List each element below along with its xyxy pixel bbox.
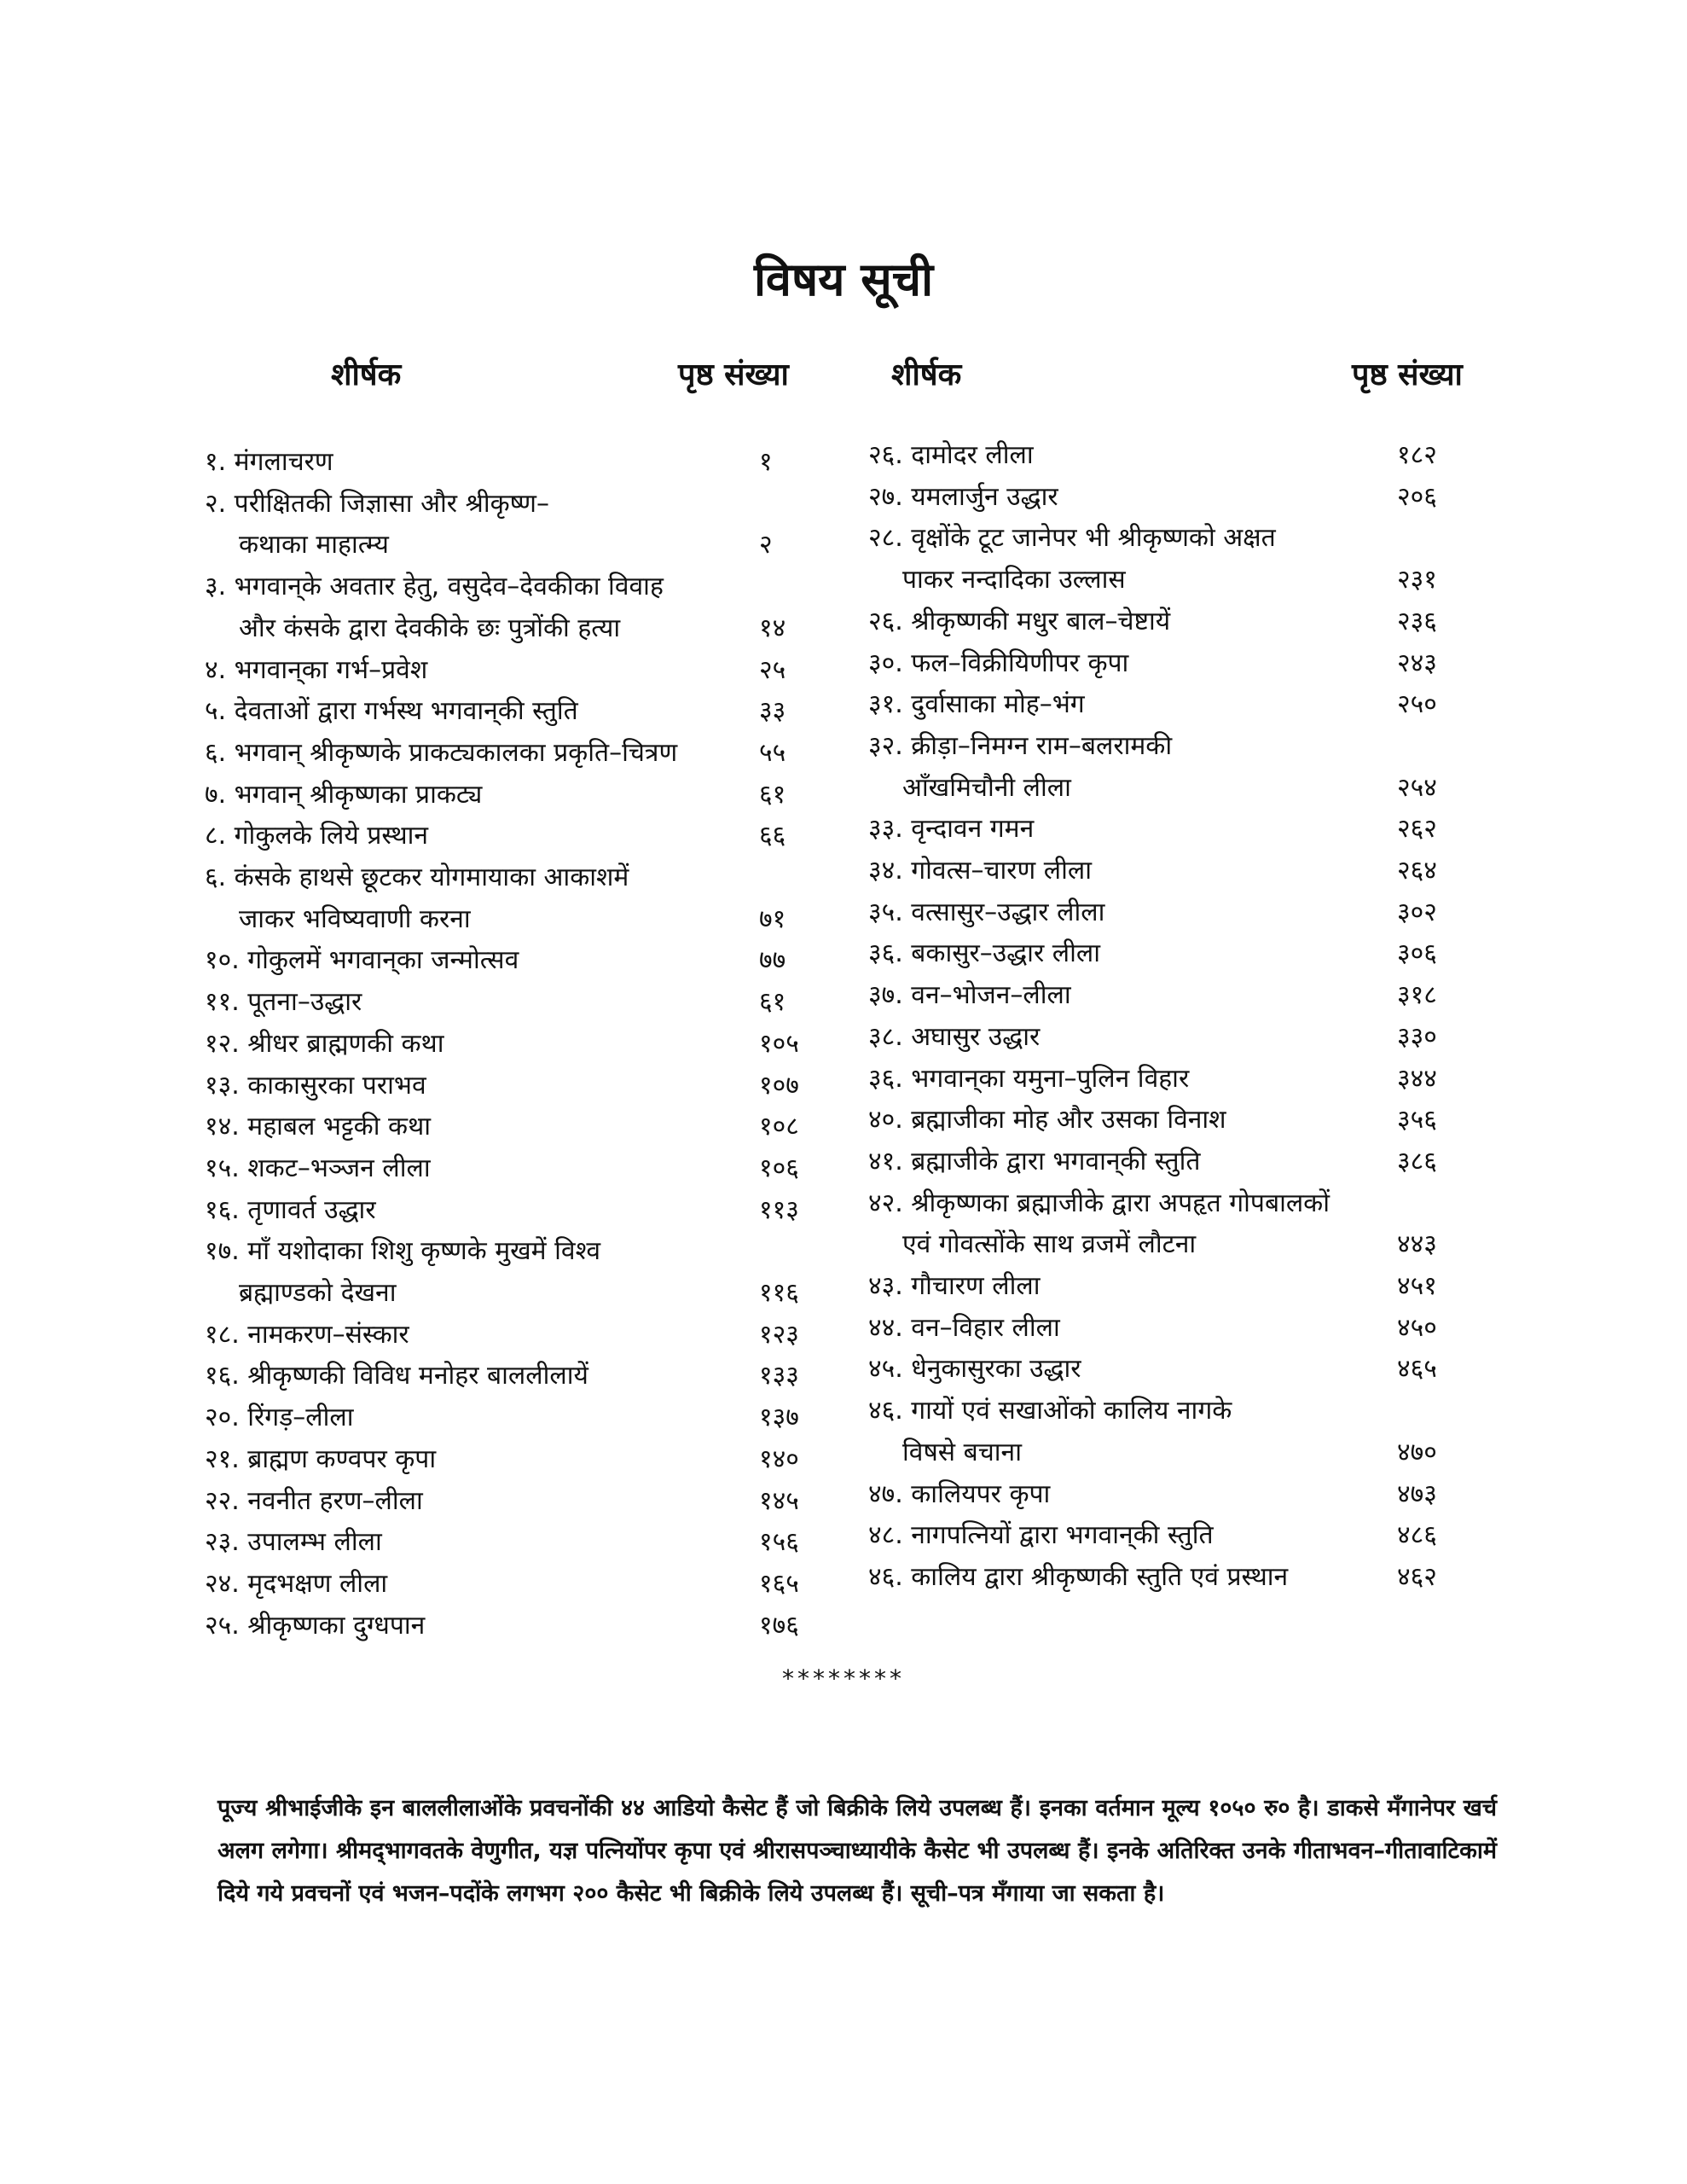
toc-entry-page-number: ११६ <box>759 1278 799 1309</box>
toc-entry-title-continued: और कंसके द्वारा देवकीके छः पुत्रोंकी हत्या <box>239 613 621 643</box>
toc-entry-title: २६. श्रीकृष्णकी मधुर बाल–चेष्टायें <box>868 606 1171 636</box>
toc-entry-title: ३०. फल–विक्रीयिणीपर कृपा <box>868 648 1129 678</box>
toc-entry <box>205 442 827 484</box>
toc-entry-title: १८. नामकरण–संस्कार <box>205 1319 409 1350</box>
toc-entry-page-number: ४६५ <box>1397 1354 1437 1385</box>
toc-entry-title-continued: जाकर भविष्यवाणी करना <box>239 903 471 934</box>
toc-entry <box>868 1474 1482 1516</box>
toc-entry-page-number: २५ <box>759 654 786 685</box>
toc-left-column <box>205 442 827 1647</box>
toc-entry <box>868 518 1482 601</box>
toc-entry-title: ५. देवताओं द्वारा गर्भस्थ भगवान्‌की स्तुति <box>205 696 578 727</box>
toc-entry-page-number: ७७ <box>759 945 786 976</box>
toc-entry-title: २२. नवनीत हरण–लीला <box>205 1485 423 1516</box>
toc-entry <box>868 1266 1482 1308</box>
toc-entry <box>868 1308 1482 1350</box>
toc-entry-title: ३३. वृन्दावन गमन <box>868 814 1035 845</box>
toc-entry-page-number: ११३ <box>759 1194 799 1225</box>
toc-entry-title: ३८. अघासुर उद्धार <box>868 1021 1041 1052</box>
toc-entry-title: १३. काकासुरका पराभव <box>205 1070 426 1101</box>
toc-entry-title: ४५. धेनुकासुरका उद्धार <box>868 1354 1081 1385</box>
toc-entry-page-number: ३०२ <box>1397 897 1437 927</box>
toc-entry <box>868 477 1482 519</box>
toc-entry-title: १७. माँ यशोदाका शिशु कृष्णके मुखमें विश्व <box>205 1236 601 1267</box>
toc-entry-page-number: ३१८ <box>1397 980 1437 1011</box>
toc-entry <box>868 1141 1482 1183</box>
toc-entry <box>205 775 827 816</box>
toc-entry-page-number: ४८६ <box>1397 1520 1437 1551</box>
toc-entry <box>868 601 1482 643</box>
toc-entry-page-number: ४४३ <box>1397 1229 1437 1260</box>
toc-entry <box>868 643 1482 685</box>
toc-entry-page-number: २ <box>759 530 773 561</box>
toc-entry-title: १६. तृणावर्त उद्धार <box>205 1194 376 1225</box>
toc-entry-title: ३६. भगवान्‌का यमुना–पुलिन विहार <box>868 1063 1190 1094</box>
toc-entry-page-number: १३३ <box>759 1361 799 1391</box>
toc-entry <box>205 1397 827 1439</box>
toc-entry <box>868 684 1482 726</box>
toc-entry-page-number: १८२ <box>1397 440 1437 470</box>
toc-entry-title: ३५. वत्सासुर–उद्धार लीला <box>868 897 1105 927</box>
toc-entry-title: ३१. दुर्वासाका मोह–भंग <box>868 689 1085 720</box>
toc-entry-page-number: ३४४ <box>1397 1063 1437 1094</box>
toc-entry-page-number: १०६ <box>759 1153 799 1183</box>
toc-entry-title: ८. गोकुलके लिये प्रस्थान <box>205 821 429 851</box>
left-column-title-header: शीर्षक <box>331 357 402 392</box>
toc-entry-title: २८. वृक्षोंके टूट जानेपर भी श्रीकृष्णको अक्षत <box>868 523 1276 554</box>
toc-entry <box>868 1059 1482 1101</box>
toc-entry-title: १४. महाबल भट्टकी कथा <box>205 1112 432 1142</box>
toc-entry-title: २६. दामोदर लीला <box>868 440 1034 470</box>
toc-entry-page-number: ६१ <box>759 779 786 810</box>
toc-entry-title-continued: एवं गोवत्सोंके साथ व्रजमें लौटना <box>902 1229 1197 1260</box>
toc-entry <box>205 1107 827 1148</box>
toc-entry <box>868 726 1482 809</box>
toc-entry <box>205 982 827 1024</box>
toc-entry-title: २७. यमलार्जुन उद्धार <box>868 481 1058 512</box>
toc-entry <box>205 857 827 940</box>
toc-entry-page-number: १४० <box>759 1443 799 1474</box>
toc-entry-page-number: १७६ <box>759 1610 799 1641</box>
toc-entry-title: १२. श्रीधर ब्राह्मणकी कथा <box>205 1028 444 1059</box>
toc-entry-title: २४. मृदभक्षण लीला <box>205 1568 388 1599</box>
toc-entry <box>868 892 1482 934</box>
page-title: विषय सूची <box>753 253 934 306</box>
toc-entry-title: ४२. श्रीकृष्णका ब्रह्माजीके द्वारा अपहृत गोपबालकों <box>868 1188 1330 1218</box>
toc-entry-title: ४. भगवान्‌का गर्भ–प्रवेश <box>205 654 428 685</box>
toc-entry-page-number: ३८६ <box>1397 1146 1437 1176</box>
toc-entry-page-number: २५४ <box>1397 772 1437 803</box>
toc-entry <box>205 1315 827 1356</box>
toc-entry-page-number: ६६ <box>759 821 786 851</box>
toc-entry-title-continued: पाकर नन्दादिका उल्लास <box>902 565 1126 595</box>
toc-entry-title-continued: आँखमिचौनी लीला <box>902 772 1071 803</box>
toc-entry-page-number: १०७ <box>759 1070 799 1101</box>
toc-entry-title-continued: विषसे बचाना <box>902 1437 1022 1467</box>
toc-entry-title: १. मंगलाचरण <box>205 447 333 477</box>
toc-entry <box>205 733 827 775</box>
toc-entry-title: २५. श्रीकृष्णका दुग्धपान <box>205 1610 426 1641</box>
toc-entry-title: ७. भगवान् श्रीकृष्णका प्राकट्य <box>205 779 483 810</box>
toc-entry <box>205 566 827 649</box>
toc-entry-title: ४७. कालियपर कृपा <box>868 1478 1051 1509</box>
toc-entry <box>205 1190 827 1232</box>
toc-entry-title: ६. भगवान् श्रीकृष्णके प्राकट्यकालका प्रकृति–चित्रण <box>205 737 678 768</box>
toc-entry <box>868 975 1482 1017</box>
toc-entry <box>205 1481 827 1523</box>
toc-entry-title: १०. गोकुलमें भगवान्‌का जन्मोत्सव <box>205 945 519 976</box>
toc-entry <box>205 1148 827 1190</box>
toc-entry <box>205 1066 827 1107</box>
toc-entry-title: १६. श्रीकृष्णकी विविध मनोहर बाललीलायें <box>205 1361 588 1391</box>
toc-entry-title: ३६. बकासुर–उद्धार लीला <box>868 938 1100 969</box>
toc-entry <box>205 1522 827 1564</box>
toc-entry-title: २१. ब्राह्मण कण्वपर कृपा <box>205 1443 437 1474</box>
toc-entry-page-number: १६५ <box>759 1568 799 1599</box>
toc-entry-title: ३२. क्रीड़ा–निमग्न राम–बलरामकी <box>868 730 1173 761</box>
toc-entry-title: ४०. ब्रह्माजीका मोह और उसका विनाश <box>868 1105 1226 1136</box>
toc-entry <box>205 816 827 857</box>
toc-entry <box>868 1017 1482 1059</box>
toc-entry <box>205 1439 827 1481</box>
toc-entry-page-number: १४५ <box>759 1485 799 1516</box>
toc-entry <box>868 851 1482 892</box>
toc-entry-title: ११. पूतना–उद्धार <box>205 987 362 1018</box>
toc-entry-title: २. परीक्षितकी जिज्ञासा और श्रीकृष्ण– <box>205 488 549 519</box>
toc-entry <box>868 1391 1482 1473</box>
toc-entry-title: ३४. गोवत्स–चारण लीला <box>868 856 1093 886</box>
toc-entry-title: ६. कंसके हाथसे छूटकर योगमायाका आकाशमें <box>205 863 629 893</box>
toc-entry <box>205 1024 827 1066</box>
toc-entry-title: ४३. गौचारण लीला <box>868 1271 1041 1302</box>
toc-entry-page-number: १२३ <box>759 1319 799 1350</box>
toc-entry-title: २३. उपालम्भ लीला <box>205 1527 382 1558</box>
toc-entry-page-number: २३६ <box>1397 606 1437 636</box>
toc-entry-page-number: २३१ <box>1397 565 1437 595</box>
left-column-page-header: पृष्ठ संख्या <box>678 357 789 392</box>
toc-entry <box>205 1564 827 1606</box>
toc-entry-title-continued: कथाका माहात्म्य <box>239 530 389 561</box>
toc-entry <box>205 691 827 733</box>
toc-entry-title: २०. रिंगड़–लीला <box>205 1403 354 1433</box>
toc-entry-page-number: १५६ <box>759 1527 799 1558</box>
toc-entry <box>868 1557 1482 1599</box>
toc-entry-title: ३७. वन–भोजन–लीला <box>868 980 1071 1011</box>
toc-entry-page-number: १३७ <box>759 1403 799 1433</box>
toc-entry-page-number: ४५१ <box>1397 1271 1437 1302</box>
toc-entry-title: ४६. कालिय द्वारा श्रीकृष्णकी स्तुति एवं प्रस्थान <box>868 1561 1289 1592</box>
toc-entry-title-continued: ब्रह्माण्डको देखना <box>239 1278 397 1309</box>
toc-entry-page-number: ३३० <box>1397 1021 1437 1052</box>
toc-entry-page-number: ४५० <box>1397 1312 1437 1343</box>
toc-entry-page-number: ७१ <box>759 903 786 934</box>
toc-entry-page-number: २५० <box>1397 689 1437 720</box>
toc-entry <box>868 435 1482 477</box>
section-divider: ******** <box>782 1664 905 1693</box>
toc-entry <box>205 1356 827 1397</box>
toc-entry-page-number: ४७० <box>1397 1437 1437 1467</box>
toc-entry-page-number: ३५६ <box>1397 1105 1437 1136</box>
right-column-page-header: पृष्ठ संख्या <box>1352 357 1463 392</box>
toc-entry-title: ३. भगवान्‌के अवतार हेतु, वसुदेव–देवकीका विवाह <box>205 572 664 602</box>
toc-entry-title: १५. शकट–भञ्जन लीला <box>205 1153 431 1183</box>
toc-entry-page-number: ३३ <box>759 696 786 727</box>
toc-entry-page-number: २०६ <box>1397 481 1437 512</box>
toc-right-column <box>868 435 1482 1599</box>
toc-entry <box>868 1183 1482 1266</box>
toc-entry-page-number: ६१ <box>759 987 786 1018</box>
toc-entry <box>868 933 1482 975</box>
toc-entry-page-number: ५५ <box>759 737 786 768</box>
toc-entry-page-number: ४७३ <box>1397 1478 1437 1509</box>
toc-entry <box>205 940 827 982</box>
toc-entry <box>868 1515 1482 1557</box>
toc-entry-page-number: १ <box>759 447 773 477</box>
toc-entry-page-number: २४३ <box>1397 648 1437 678</box>
toc-entry-title: ४६. गायों एवं सखाओंको कालिय नागके <box>868 1396 1232 1426</box>
toc-entry <box>205 650 827 692</box>
toc-entry-page-number: १०५ <box>759 1028 799 1059</box>
footer-note: पूज्य श्रीभाईजीके इन बाललीलाओंके प्रवचनोंकी ४४ आडियो कैसेट हैं जो बिक्रीके लिये उपलब्ध हैं। इनका वर्तमान मूल्य १०५० रु० है। डाकसे मँगानेपर खर्च अलग लगेगा। श्रीमद्‌भागवतके वेणुगीत, यज्ञ पत्नियोंपर कृपा एवं श्रीरासपञ्चाध्यायीके कैसेट भी उपलब्ध हैं। इनके अतिरिक्त उनके गीताभवन–गीतावाटिकामें दिये गये प्रवचनों एवं भजन–पदोंके लगभग २०० कैसेट भी बिक्रीके लिये उपलब्ध हैं। सूची–पत्र मँगाया जा सकता है। <box>217 1795 1497 1907</box>
toc-entry-page-number: १०८ <box>759 1112 799 1142</box>
toc-entry-title: ४४. वन–विहार लीला <box>868 1312 1060 1343</box>
toc-entry <box>205 1606 827 1647</box>
toc-entry-page-number: २६२ <box>1397 814 1437 845</box>
toc-entry-page-number: २६४ <box>1397 856 1437 886</box>
toc-entry-title: ४८. नागपत्नियों द्वारा भगवान्‌की स्तुति <box>868 1520 1214 1551</box>
toc-entry <box>868 1349 1482 1391</box>
toc-entry-title: ४१. ब्रह्माजीके द्वारा भगवान्‌की स्तुति <box>868 1146 1201 1176</box>
toc-entry <box>205 1231 827 1314</box>
toc-entry <box>868 809 1482 851</box>
toc-entry-page-number: ४६२ <box>1397 1561 1437 1592</box>
toc-entry <box>868 1100 1482 1141</box>
toc-entry-page-number: १४ <box>759 613 786 643</box>
toc-entry-page-number: ३०६ <box>1397 938 1437 969</box>
right-column-title-header: शीर्षक <box>891 357 962 392</box>
toc-entry <box>205 484 827 566</box>
